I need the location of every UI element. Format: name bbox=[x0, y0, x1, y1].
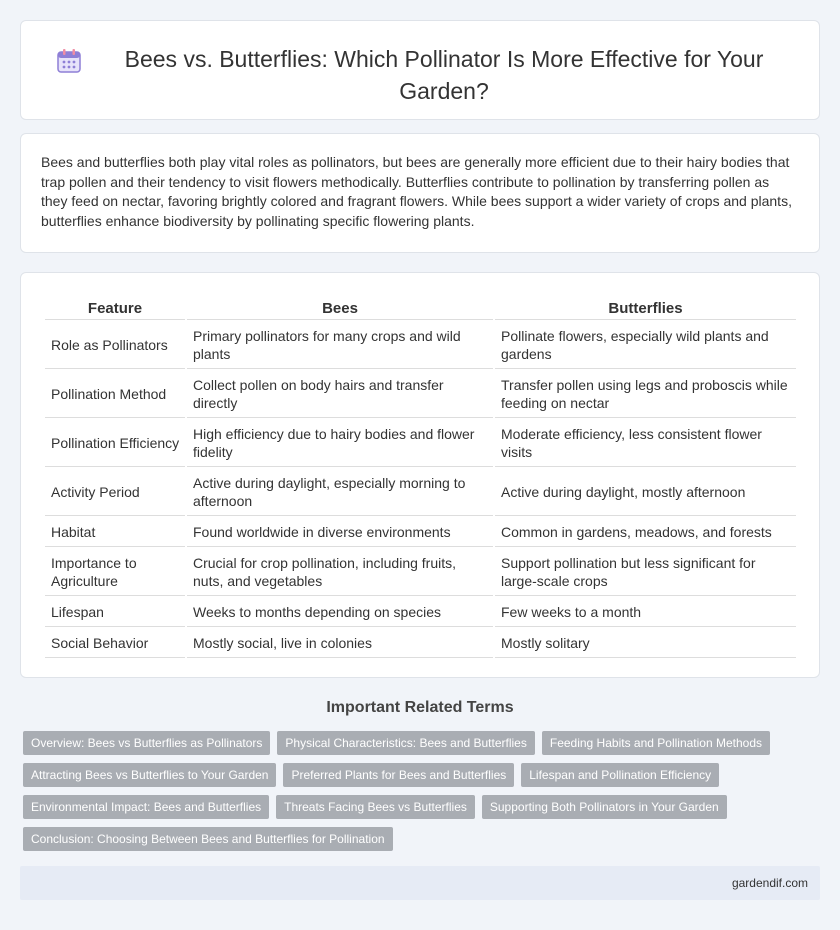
table-row bbox=[45, 322, 796, 369]
related-tag-supporting-both[interactable]: Supporting Both Pollinators in Your Garden bbox=[482, 795, 727, 819]
table-row bbox=[45, 469, 796, 516]
butterflies-cell: Few weeks to a month bbox=[495, 598, 796, 627]
feature-cell: Activity Period bbox=[45, 469, 185, 516]
table-row bbox=[45, 629, 796, 658]
table-row bbox=[45, 371, 796, 418]
related-tag-threats[interactable]: Threats Facing Bees vs Butterflies bbox=[276, 795, 475, 819]
footer-site-name[interactable]: gardendif.com bbox=[731, 876, 808, 890]
feature-cell: Habitat bbox=[45, 518, 185, 547]
bees-cell: Weeks to months depending on species bbox=[187, 598, 493, 627]
related-terms-heading: Important Related Terms bbox=[326, 699, 514, 716]
feature-cell: Importance to Agriculture bbox=[45, 549, 185, 596]
footer-bar bbox=[20, 866, 820, 900]
feature-cell: Lifespan bbox=[45, 598, 185, 627]
intro-card bbox=[20, 133, 820, 253]
table-row bbox=[45, 598, 796, 627]
related-tag-preferred-plants[interactable]: Preferred Plants for Bees and Butterflies bbox=[283, 763, 514, 787]
header-feature: Feature bbox=[45, 299, 185, 320]
bees-cell: Collect pollen on body hairs and transfer directly bbox=[187, 371, 493, 418]
feature-cell: Social Behavior bbox=[45, 629, 185, 658]
comparison-table-card bbox=[20, 272, 820, 678]
related-terms-tags bbox=[23, 731, 813, 859]
related-tag-feeding-habits[interactable]: Feeding Habits and Pollination Methods bbox=[542, 731, 770, 755]
table-header-row bbox=[45, 299, 796, 320]
butterflies-cell: Transfer pollen using legs and proboscis while feeding on nectar bbox=[495, 371, 796, 418]
table-row bbox=[45, 420, 796, 467]
related-tag-conclusion[interactable]: Conclusion: Choosing Between Bees and Butterflies for Pollination bbox=[23, 827, 393, 851]
bees-cell: Crucial for crop pollination, including fruits, nuts, and vegetables bbox=[187, 549, 493, 596]
butterflies-cell: Active during daylight, mostly afternoon bbox=[495, 469, 796, 516]
feature-cell: Pollination Efficiency bbox=[45, 420, 185, 467]
related-tag-lifespan[interactable]: Lifespan and Pollination Efficiency bbox=[521, 763, 719, 787]
table-row bbox=[45, 549, 796, 596]
feature-cell: Pollination Method bbox=[45, 371, 185, 418]
butterflies-cell: Common in gardens, meadows, and forests bbox=[495, 518, 796, 547]
related-tag-attracting[interactable]: Attracting Bees vs Butterflies to Your Garden bbox=[23, 763, 276, 787]
related-tag-overview[interactable]: Overview: Bees vs Butterflies as Pollinators bbox=[23, 731, 270, 755]
bees-cell: Mostly social, live in colonies bbox=[187, 629, 493, 658]
butterflies-cell: Moderate efficiency, less consistent flower visits bbox=[495, 420, 796, 467]
header-card bbox=[20, 20, 820, 120]
bees-cell: Active during daylight, especially morning to afternoon bbox=[187, 469, 493, 516]
comparison-table bbox=[43, 297, 798, 660]
feature-cell: Role as Pollinators bbox=[45, 322, 185, 369]
bees-cell: Primary pollinators for many crops and wild plants bbox=[187, 322, 493, 369]
butterflies-cell: Pollinate flowers, especially wild plants and gardens bbox=[495, 322, 796, 369]
table-row bbox=[45, 518, 796, 547]
butterflies-cell: Support pollination but less significant for large-scale crops bbox=[495, 549, 796, 596]
related-tag-physical-characteristics[interactable]: Physical Characteristics: Bees and Butterflies bbox=[277, 731, 534, 755]
page-title: Bees vs. Butterflies: Which Pollinator Is More Effective for Your Garden? bbox=[124, 46, 764, 104]
header-bees: Bees bbox=[187, 299, 493, 320]
intro-paragraph: Bees and butterflies both play vital roles as pollinators, but bees are generally more efficient due to their hairy bodies that trap pollen and their tendency to visit flowers methodically. Butterflies contribute to pollination by transferring pollen as they feed on nectar, favoring brightly colored and fragrant flowers. While bees support a wider variety of crops and plants, butterflies enhance biodiversity by pollinating specific flowering plants. bbox=[41, 154, 792, 229]
bees-cell: Found worldwide in diverse environments bbox=[187, 518, 493, 547]
calendar-icon bbox=[56, 48, 82, 74]
related-tag-environmental-impact[interactable]: Environmental Impact: Bees and Butterflies bbox=[23, 795, 269, 819]
butterflies-cell: Mostly solitary bbox=[495, 629, 796, 658]
bees-cell: High efficiency due to hairy bodies and flower fidelity bbox=[187, 420, 493, 467]
header-butterflies: Butterflies bbox=[495, 299, 796, 320]
